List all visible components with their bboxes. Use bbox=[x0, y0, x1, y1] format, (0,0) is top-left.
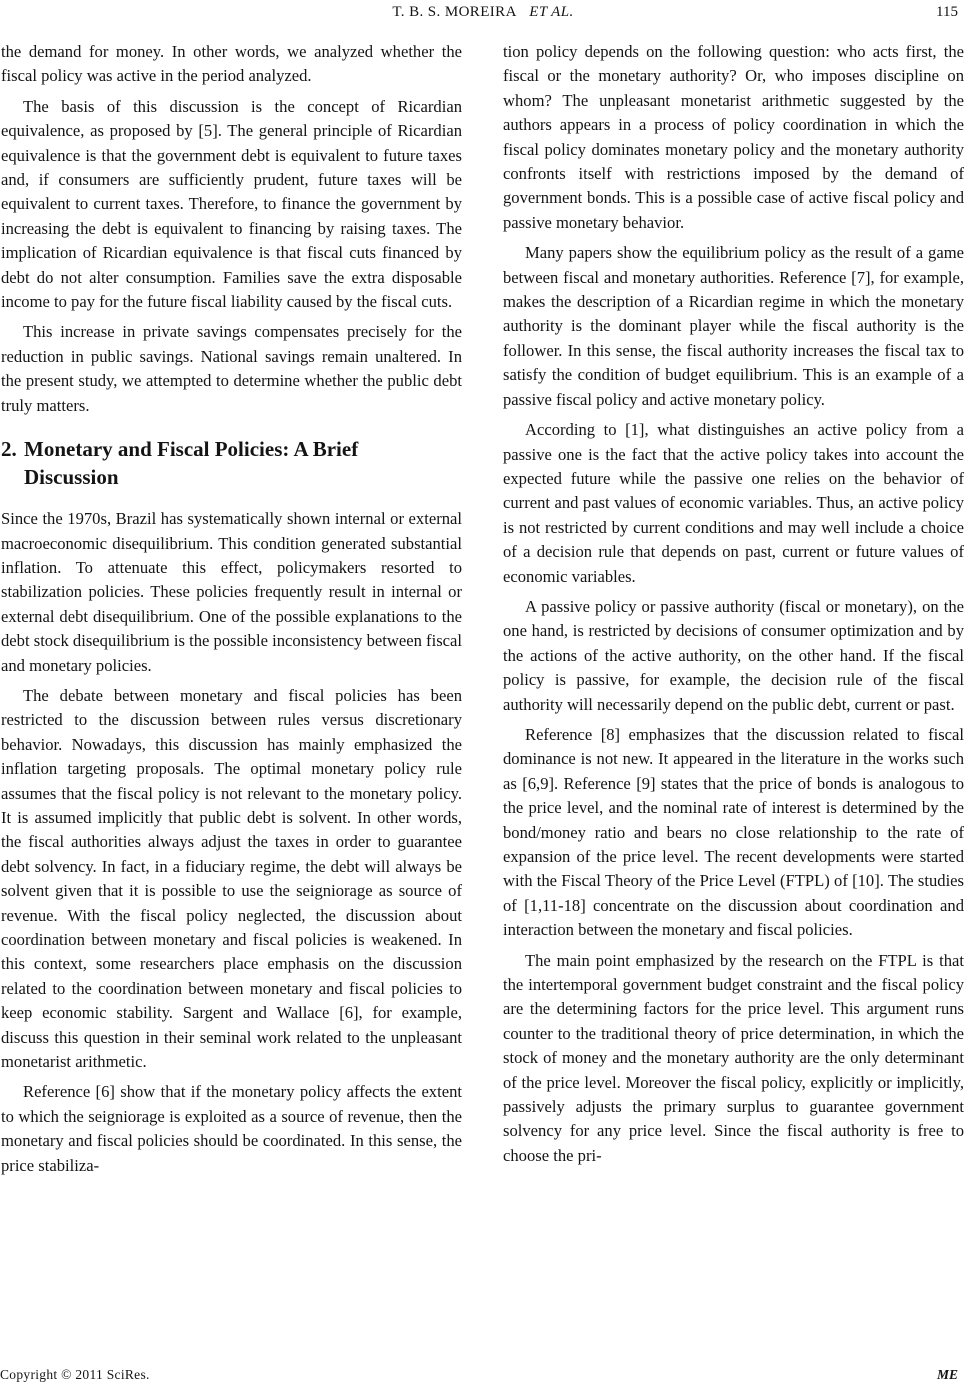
section-number: 2. bbox=[1, 437, 17, 462]
paragraph: tion policy depends on the following question: who acts first, the fiscal or the monetary authority? Or, who imposes discipline on whom? The unpleasant monetarist arithmetic suggested by the authors appears in a process of policy coordination in which the fiscal policy dominates monetary policy and the monetary authority confronts itself with restrictions imposed by the demand of government bonds. This is a possible case of active fiscal policy and passive monetary behavior. bbox=[503, 42, 964, 232]
paragraph: Reference [8] emphasizes that the discussion related to fiscal dominance is not new. It appeared in the literature in the works such as [6,9]. Reference [9] states that the price of bonds is analogous to the price level, and the nominal rate of interest is determined by the bond/money ratio and bears no close relationship to the rate of expansion of the price level. The recent developments were started with the Fiscal Theory of the Price Level (FTPL) of [10]. The studies of [1,11-18] concentrate on the discussion about coordination and interaction between the monetary and fiscal policies. bbox=[503, 724, 964, 940]
paragraph: The debate between monetary and fiscal policies has been restricted to the discussion between rules versus discretionary behavior. Nowadays, this discussion has mainly emphasized the inflation targeting proposals. The optimal monetary policy rule assumes that the fiscal policy is not relevant to the monetary policy. It is assumed implicitly that public debt is solvent. In other words, the fiscal authorities always adjust the taxes in order to guarantee debt solvency. In fact, in a fiduciary regime, the debt will always be solvent given that it is possible to use the seigniorage as source of revenue. With the fiscal policy neglected, the discussion about coordination between monetary and fiscal policies is weakened. In this context, some researchers place emphasis on the discussion related to the coordination between monetary and fiscal policies to keep economic stability. Sargent and Wallace [6], for example, discuss this question in their seminal work related to the unpleasant monetarist arithmetic. bbox=[1, 685, 462, 1072]
paragraph: the demand for money. In other words, we analyzed whether the fiscal policy was active in the period analyzed. bbox=[1, 42, 462, 86]
section-title-line2: Discussion bbox=[24, 465, 119, 490]
paragraph: The main point emphasized by the research on the FTPL is that the intertemporal government budget constraint and the fiscal policy are the determining factors for the price level. This argument runs counter to the traditional theory of price determination, in which the stock of money and the monetary authority are the only determinant of the price level. Moreover the fiscal policy, explicitly or implicitly, passively adjusts the primary surplus to guarantee government solvency for any price level. Since the fiscal authority is free to choose the pri- bbox=[503, 950, 964, 1165]
page-number: 115 bbox=[936, 4, 958, 20]
running-head-authors bbox=[0, 2, 966, 22]
paragraph: Reference [6] show that if the monetary policy affects the extent to which the seigniorage is exploited as a source of revenue, then the monetary and fiscal policies should be coordinated. In this sense, the price stabiliza- bbox=[1, 1082, 462, 1175]
paragraph: A passive policy or passive authority (fiscal or monetary), on the one hand, is restricted by decisions of consumer optimization and by the actions of the active authority, on the other hand. If the fiscal policy is passive, for example, the decision rule of the fiscal authority will necessarily depend on the public debt, current or past. bbox=[503, 596, 964, 714]
author-names: T. B. S. MOREIRA bbox=[392, 4, 517, 20]
section-title-line1: Monetary and Fiscal Policies: A Brief bbox=[24, 437, 359, 462]
copyright-notice: Copyright © 2011 SciRes. bbox=[0, 1367, 150, 1382]
paragraph: Since the 1970s, Brazil has systematically shown internal or external macroeconomic disequilibrium. This condition generated substantial inflation. To attenuate this effect, policymakers resorted to stabilization policies. These policies frequently result in internal or external debt disequilibrium. One of the possible explanations to the debt stock disequilibrium is the possible inconsistency between fiscal and monetary policies. bbox=[1, 509, 462, 675]
section-heading bbox=[1, 435, 462, 491]
left-column bbox=[1, 40, 462, 1184]
page-footer bbox=[0, 1366, 966, 1384]
paragraph: Many papers show the equilibrium policy as the result of a game between fiscal and monetary authorities. Reference [7], for example, makes the description of a Ricardian regime in which the monetary authority is the dominant player while the fiscal authority is the follower. In this sense, the fiscal authority increases the fiscal tax to satisfy the condition of budget equilibrium. This is an example of a passive fiscal policy and active monetary policy. bbox=[503, 243, 964, 409]
right-column bbox=[503, 40, 964, 1174]
et-al: ET AL. bbox=[529, 4, 574, 20]
journal-abbreviation: ME bbox=[936, 1367, 958, 1382]
paragraph: According to [1], what distinguishes an active policy from a passive one is the fact that the active policy takes into account the expected future while the passive one relies on the behavior of current and past values of economic variables. Thus, an active policy is not restricted by current conditions and may well include a choice of a decision rule that depends on past, current or future values of economic variables. bbox=[503, 420, 964, 586]
paragraph: This increase in private savings compensates precisely for the reduction in public savings. National savings remain unaltered. In the present study, we attempted to determine whether the public debt truly matters. bbox=[1, 322, 462, 415]
paragraph: The basis of this discussion is the concept of Ricardian equivalence, as proposed by [5]. The general principle of Ricardian equivalence is that the government debt is equivalent to future taxes and, if consumers are sufficiently prudent, future taxes will be equivalent to current taxes. Therefore, to finance the government by increasing the debt is equivalent to financing by raising taxes. The implication of Ricardian equivalence is that fiscal cuts financed by debt do not alter consumption. Families save the extra disposable income to pay for the future fiscal liability caused by the fiscal cuts. bbox=[1, 96, 462, 312]
running-head bbox=[0, 2, 966, 22]
